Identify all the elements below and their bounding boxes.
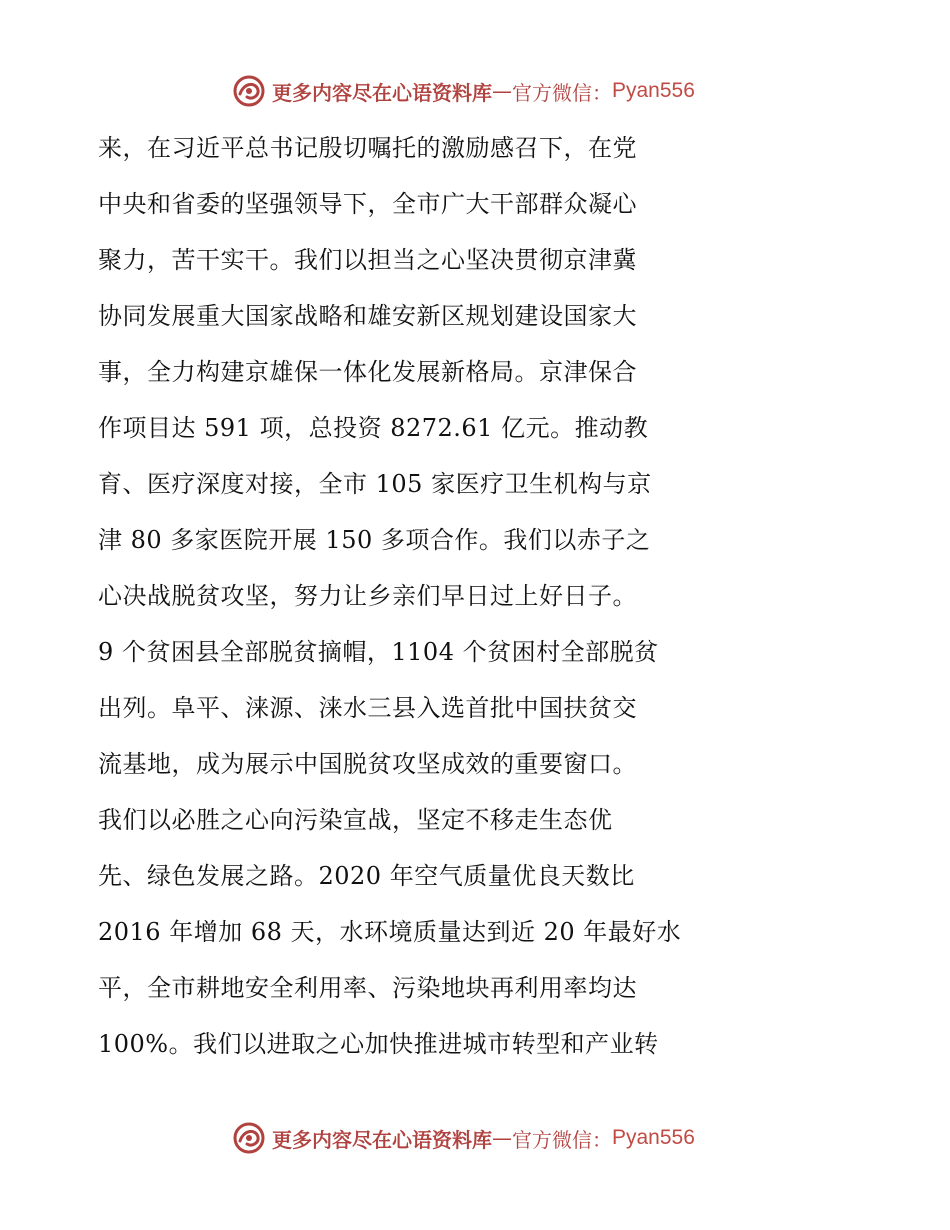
promo-text: 更多内容尽在心语资料库 xyxy=(272,80,492,105)
text-line: 育、医疗深度对接，全市 105 家医疗卫生机构与京 xyxy=(98,470,652,498)
wechat-id: Pyan556 xyxy=(612,79,695,102)
banner-separator: — xyxy=(492,1126,512,1150)
text-line: 平，全市耕地安全利用率、污染地块再利用率均达 xyxy=(98,974,637,1002)
text-line: 100%。我们以进取之心加快推进城市转型和产业转 xyxy=(98,1030,659,1058)
text-line: 聚力，苦干实干。我们以担当之心坚决贯彻京津冀 xyxy=(98,246,637,274)
text-line: 我们以必胜之心向污染宣战，坚定不移走生态优 xyxy=(98,806,613,834)
promo-text: 更多内容尽在心语资料库 xyxy=(272,1127,492,1152)
text-line: 心决战脱贫攻坚，努力让乡亲们早日过上好日子。 xyxy=(98,582,637,610)
text-line: 出列。阜平、涞源、涞水三县入选首批中国扶贫交 xyxy=(98,694,637,722)
wechat-id: Pyan556 xyxy=(612,1126,695,1149)
text-line: 2016 年增加 68 天，水环境质量达到近 20 年最好水 xyxy=(98,918,682,946)
swirl-logo-icon xyxy=(232,74,266,108)
text-line: 津 80 多家医院开展 150 多项合作。我们以赤子之 xyxy=(98,526,651,554)
text-line: 协同发展重大国家战略和雄安新区规划建设国家大 xyxy=(98,302,637,330)
text-line: 中央和省委的坚强领导下，全市广大干部群众凝心 xyxy=(98,190,637,218)
text-line: 作项目达 591 项，总投资 8272.61 亿元。推动教 xyxy=(98,414,649,442)
text-line: 先、绿色发展之路。2020 年空气质量优良天数比 xyxy=(98,862,635,890)
banner-separator: — xyxy=(492,79,512,103)
text-line: 9 个贫困县全部脱贫摘帽，1104 个贫困村全部脱贫 xyxy=(98,638,659,666)
wechat-label: 官方微信： xyxy=(512,1127,612,1152)
text-line: 流基地，成为展示中国脱贫攻坚成效的重要窗口。 xyxy=(98,750,637,778)
body-paragraph xyxy=(98,120,858,1072)
text-line: 事，全力构建京雄保一体化发展新格局。京津保合 xyxy=(98,358,637,386)
text-line: 来，在习近平总书记殷切嘱托的激励感召下，在党 xyxy=(98,134,637,162)
header-banner xyxy=(232,74,695,108)
swirl-logo-icon xyxy=(232,1121,266,1155)
wechat-label: 官方微信： xyxy=(512,80,612,105)
footer-banner xyxy=(232,1121,695,1155)
